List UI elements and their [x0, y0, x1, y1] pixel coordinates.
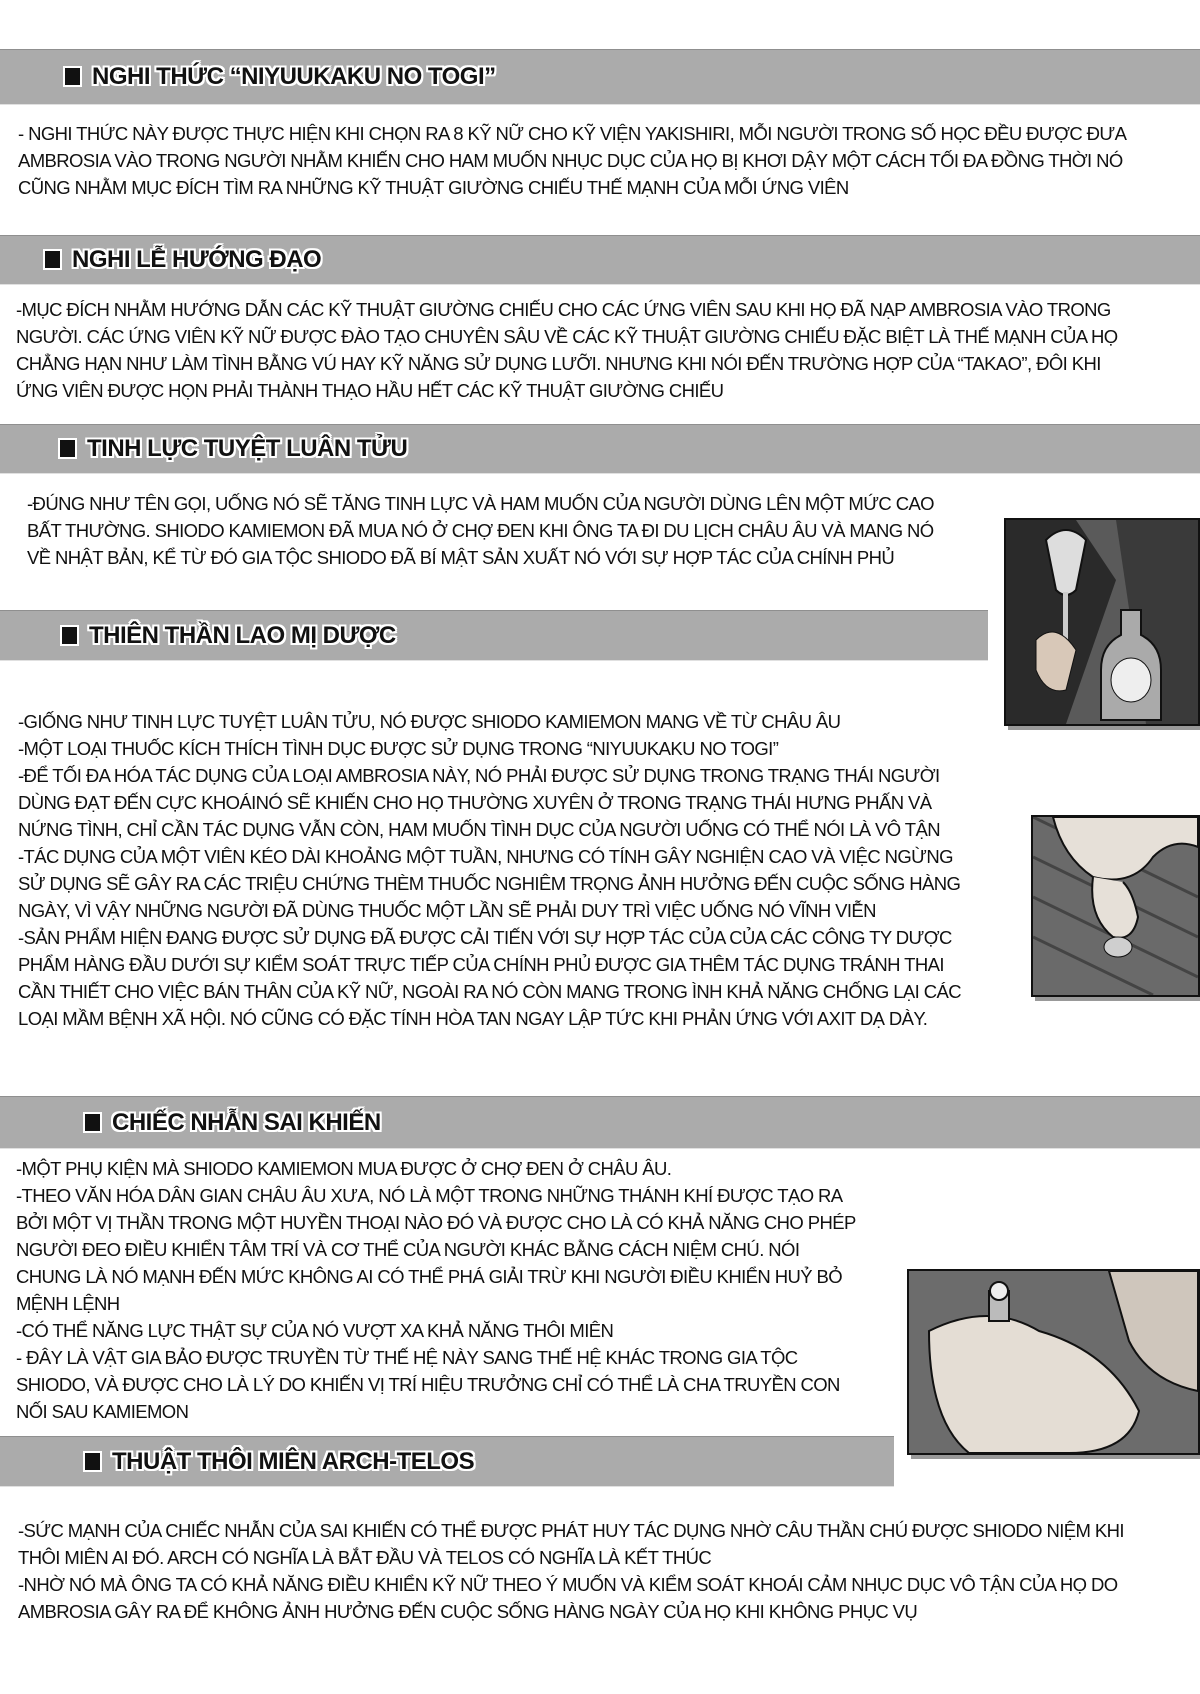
section-header-arch-telos	[0, 1436, 894, 1487]
body-text-line: NGÀY, VÌ VẬY NHỮNG NGƯỜI ĐÃ DÙNG THUỐC MỘT LẦN SẼ PHẢI DUY TRÌ VIỆC UỐNG NÓ VĨNH VIỄN	[18, 900, 876, 921]
body-text-line: VỀ NHẬT BẢN, KỂ TỪ ĐÓ GIA TỘC SHIODO ĐÃ BÍ MẬT SẢN XUẤT NÓ VỚI SỰ HỢP TÁC CỦA CHÍNH PHỦ	[27, 547, 895, 568]
section-header-guidance-ritual	[0, 235, 1200, 285]
body-text-line: -SỨC MẠNH CỦA CHIẾC NHẪN CỦA SAI KHIẾN CÓ THỂ ĐƯỢC PHÁT HUY TÁC DỤNG NHỜ CÂU THẦN CHÚ ĐƯỢC SHIODO NIỆM KHI	[18, 1520, 1124, 1541]
body-text-line: CẦN THIẾT CHO VIỆC BÁN THÂN CỦA KỸ NỮ, NGOÀI RA NÓ CÒN MANG TRONG ÌNH KHẢ NĂNG CHỐNG LẠI CÁC	[18, 981, 961, 1002]
body-text-line: SHIODO, VÀ ĐƯỢC CHO LÀ LÝ DO KHIẾN VỊ TRÍ HIỆU TRƯỞNG CHỈ CÓ THỂ LÀ CHA TRUYỀN CON	[16, 1374, 840, 1395]
section-body	[27, 490, 934, 571]
body-text-line: - ĐÂY LÀ VẬT GIA BẢO ĐƯỢC TRUYỀN TỪ THẾ HỆ NÀY SANG THẾ HỆ KHÁC TRONG GIA TỘC	[16, 1347, 798, 1368]
square-bullet-icon	[85, 1453, 100, 1470]
section-heading	[60, 435, 407, 463]
body-text-line: - NGHI THỨC NÀY ĐƯỢC THỰC HIỆN KHI CHỌN RA 8 KỸ NỮ CHO KỸ VIỆN YAKISHIRI, MỖI NGƯỜI TRONG SỐ HỌC ĐỀU ĐƯỢC ĐƯA	[18, 123, 1127, 144]
body-text-line: -TÁC DỤNG CỦA MỘT VIÊN KÉO DÀI KHOẢNG MỘT TUẦN, NHƯNG CÓ TÍNH GÂY NGHIỆN CAO VÀ VIỆC NGỪNG	[18, 846, 953, 867]
body-text-line: AMBROSIA GÂY RA ĐỂ KHÔNG ẢNH HƯỞNG ĐẾN CUỘC SỐNG HÀNG NGÀY CỦA HỌ KHI KHÔNG PHỤC VỤ	[18, 1601, 918, 1622]
section-header-tinh-luc-wine	[0, 424, 1200, 474]
section-heading	[65, 63, 496, 91]
body-text-line: NỨNG TÌNH, CHỈ CẦN TÁC DỤNG VẪN CÒN, HAM MUỐN TÌNH DỤC CỦA NGƯỜI UỐNG CÓ THỂ NÓI LÀ VÔ TẬN	[18, 819, 940, 840]
body-text-line: DÙNG ĐẠT ĐẾN CỰC KHOÁINÓ SẼ KHIẾN CHO HỌ THƯỜNG XUYÊN Ở TRONG TRẠNG THÁI HƯNG PHẤN VÀ	[18, 792, 932, 813]
square-bullet-icon	[85, 1114, 100, 1131]
square-bullet-icon	[45, 251, 60, 268]
body-text-line: -MỘT LOẠI THUỐC KÍCH THÍCH TÌNH DỤC ĐƯỢC SỬ DỤNG TRONG “NIYUUKAKU NO TOGI”	[18, 738, 779, 759]
body-text-line: SỬ DỤNG SẼ GÂY RA CÁC TRIỆU CHỨNG THÈM THUỐC NGHIÊM TRỌNG ẢNH HƯỞNG ĐẾN CUỘC SỐNG HÀNG	[18, 873, 961, 894]
square-bullet-icon	[65, 68, 80, 85]
body-text-line: -CÓ THỂ NĂNG LỰC THẬT SỰ CỦA NÓ VƯỢT XA KHẢ NĂNG THÔI MIÊN	[16, 1320, 614, 1341]
section-heading-text: THUẬT THÔI MIÊN ARCH-TELOS	[112, 1447, 475, 1475]
section-heading-text: CHIẾC NHẪN SAI KHIẾN	[112, 1108, 381, 1136]
body-text-line: CŨNG NHẰM MỤC ĐÍCH TÌM RA NHỮNG KỸ THUẬT GIƯỜNG CHIẾU THẾ MẠNH CỦA MỖI ỨNG VIÊN	[18, 177, 849, 198]
section-heading-text: THIÊN THẦN LAO MỊ DƯỢC	[89, 621, 396, 649]
body-text-line: CHẲNG HẠN NHƯ LÀM TÌNH BẰNG VÚ HAY KỸ NĂNG SỬ DỤNG LƯỠI. NHƯNG KHI NÓI ĐẾN TRƯỜNG HỢP CỦA “TAKAO”, ĐÔI KHI	[16, 353, 1101, 374]
body-text-line: BỞI MỘT VỊ THẦN TRONG MỘT HUYỀN THOẠI NÀO ĐÓ VÀ ĐƯỢC CHO LÀ CÓ KHẢ NĂNG CHO PHÉP	[16, 1212, 856, 1233]
section-heading	[85, 1109, 381, 1137]
section-heading	[45, 246, 321, 274]
section-header-command-ring	[0, 1096, 1200, 1149]
section-heading-text: NGHI THỨC “NIYUUKAKU NO TOGI”	[92, 63, 496, 90]
body-text-line: NGƯỜI. CÁC ỨNG VIÊN KỸ NỮ ĐƯỢC ĐÀO TẠO CHUYÊN SÂU VỀ CÁC KỸ THUẬT GIƯỜNG CHIẾU ĐẶC BIỆT LÀ THẾ MẠNH CỦA HỌ	[16, 326, 1118, 347]
section-body	[18, 708, 961, 1032]
body-text-line: NỐI SAU KAMIEMON	[16, 1401, 189, 1422]
section-header-angel-drug	[0, 610, 988, 661]
section-heading-text: NGHI LỄ HƯỚNG ĐẠO	[72, 246, 322, 273]
body-text-line: LOẠI MẦM BỆNH XÃ HỘI. NÓ CŨNG CÓ ĐẶC TÍNH HÒA TAN NGAY LẬP TỨC KHI PHẢN ỨNG VỚI AXIT DẠ DÀY.	[18, 1008, 928, 1029]
body-text-line: NGƯỜI ĐEO ĐIỀU KHIỂN TÂM TRÍ VÀ CƠ THỂ CỦA NGƯỜI KHÁC BẰNG CÁCH NIỆM CHÚ. NÓI	[16, 1239, 800, 1260]
body-text-line: BẤT THƯỜNG. SHIODO KAMIEMON ĐÃ MUA NÓ Ở CHỢ ĐEN KHI ÔNG TA ĐI DU LỊCH CHÂU ÂU VÀ MANG NÓ	[27, 520, 934, 541]
wine-glass-bottle-illustration	[1004, 518, 1200, 726]
body-text-line: MỆNH LỆNH	[16, 1293, 120, 1314]
body-text-line: -THEO VĂN HÓA DÂN GIAN CHÂU ÂU XƯA, NÓ LÀ MỘT TRONG NHỮNG THÁNH KHÍ ĐƯỢC TẠO RA	[16, 1185, 843, 1206]
body-text-line: -MỤC ĐÍCH NHẰM HƯỚNG DẪN CÁC KỸ THUẬT GIƯỜNG CHIẾU CHO CÁC ỨNG VIÊN SAU KHI HỌ ĐÃ NẠP AMBROSIA VÀO TRONG	[16, 299, 1111, 320]
body-text-line: -SẢN PHẨM HIỆN ĐANG ĐƯỢC SỬ DỤNG ĐÃ ĐƯỢC CẢI TIẾN VỚI SỰ HỢP TÁC CỦA CỦA CÁC CÔNG TY DƯỢC	[18, 927, 952, 948]
section-heading	[62, 622, 396, 650]
body-text-line: -GIỐNG NHƯ TINH LỰC TUYỆT LUÂN TỬU, NÓ ĐƯỢC SHIODO KAMIEMON MANG VỀ TỪ CHÂU ÂU	[18, 711, 841, 732]
body-text-line: CHUNG LÀ NÓ MẠNH ĐẾN MỨC KHÔNG AI CÓ THỂ PHÁ GIẢI TRỪ KHI NGƯỜI ĐIỀU KHIỂN HUỶ BỎ	[16, 1266, 843, 1287]
body-text-line: ỨNG VIÊN ĐƯỢC HỌN PHẢI THÀNH THẠO HẦU HẾT CÁC KỸ THUẬT GIƯỜNG CHIẾU	[16, 380, 724, 401]
section-body	[18, 120, 1126, 201]
section-heading-text: TINH LỰC TUYỆT LUÂN TỬU	[87, 435, 408, 462]
section-body	[16, 1155, 856, 1425]
section-heading	[85, 1448, 474, 1476]
body-text-line: -MỘT PHỤ KIỆN MÀ SHIODO KAMIEMON MUA ĐƯỢC Ở CHỢ ĐEN Ở CHÂU ÂU.	[16, 1158, 672, 1179]
body-text-line: PHẨM HÀNG ĐẦU DƯỚI SỰ KIỂM SOÁT TRỰC TIẾP CỦA CHÍNH PHỦ ĐƯỢC GIA THÊM TÁC DỤNG TRÁNH THAI	[18, 954, 944, 975]
hand-holding-pill-illustration	[1031, 815, 1200, 997]
body-text-line: THÔI MIÊN AI ĐÓ. ARCH CÓ NGHĨA LÀ BẮT ĐẦU VÀ TELOS CÓ NGHĨA LÀ KẾT THÚC	[18, 1547, 712, 1568]
section-header-niyuukaku-ritual	[0, 49, 1200, 105]
square-bullet-icon	[60, 440, 75, 457]
section-body	[18, 1517, 1124, 1625]
section-body	[16, 296, 1118, 404]
hand-with-ring-illustration	[907, 1269, 1200, 1455]
square-bullet-icon	[62, 627, 77, 644]
body-text-line: -NHỜ NÓ MÀ ÔNG TA CÓ KHẢ NĂNG ĐIỀU KHIỂN KỸ NỮ THEO Ý MUỐN VÀ KIỂM SOÁT KHOÁI CẢM NHỤC DỤC VÔ TẬN CỦA HỌ DO	[18, 1574, 1118, 1595]
body-text-line: AMBROSIA VÀO TRONG NGƯỜI NHẰM KHIẾN CHO HAM MUỐN NHỤC DỤC CỦA HỌ BỊ KHƠI DẬY MỘT CÁCH TỐI ĐA ĐỒNG THỜI NÓ	[18, 150, 1123, 171]
body-text-line: -ĐỂ TỐI ĐA HÓA TÁC DỤNG CỦA LOẠI AMBROSIA NÀY, NÓ PHẢI ĐƯỢC SỬ DỤNG TRONG TRẠNG THÁI NGƯỜI	[18, 765, 940, 786]
body-text-line: -ĐÚNG NHƯ TÊN GỌI, UỐNG NÓ SẼ TĂNG TINH LỰC VÀ HAM MUỐN CỦA NGƯỜI DÙNG LÊN MỘT MỨC CAO	[27, 493, 934, 514]
